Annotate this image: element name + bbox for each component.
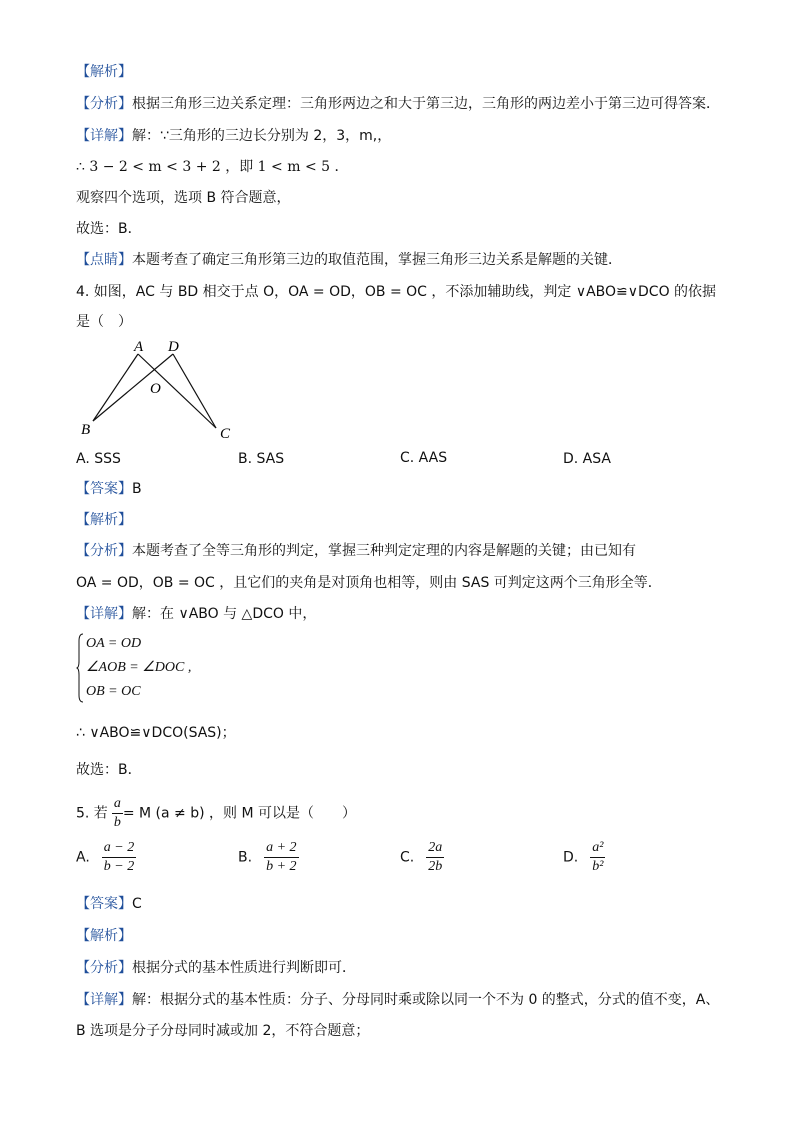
segment-ab (93, 354, 138, 421)
detail-tag: 【详解】 (76, 128, 132, 144)
q3-inequality: ∴ 3 − 2 < m < 3 + 2 ，即 1 < m < 5 ． (76, 159, 349, 175)
analysis-heading: 【解析】 (76, 64, 132, 80)
q3-fenxi (76, 94, 720, 114)
q4-stem-line2: 是（ ） (76, 314, 132, 330)
segment-dc (173, 354, 216, 428)
q5-detail-line1: 解：根据分式的基本性质：分子、分母同时乘或除以同一个不为 0 的整式，分式的值不变，A、 (132, 992, 720, 1008)
label-a: A (134, 339, 144, 355)
q4-option-d: D. ASA (563, 451, 611, 467)
detail-tag: 【详解】 (76, 606, 132, 622)
q5-stem-prefix: 5. 若 (76, 805, 108, 822)
q4-option-a: A. SSS (76, 451, 121, 467)
q4-detail (76, 604, 316, 624)
q5-option-b: B. $\frac{a + 2}{b + 2}$ (238, 840, 297, 874)
fenxi-tag: 【分析】 (76, 960, 132, 976)
q3-observe: 观察四个选项，选项 B 符合题意， (76, 190, 291, 206)
q5-fenxi (76, 958, 356, 978)
q4-answer (76, 479, 142, 499)
label-d: D (168, 339, 179, 355)
q3-comment-text: 本题考查了确定三角形第三边的取值范围，掌握三角形三边关系是解题的关键． (132, 252, 622, 268)
system-row-1: OA = OD (86, 636, 142, 651)
q3-choose: 故选：B． (76, 221, 142, 237)
q4-fenxi (76, 541, 636, 561)
q5-answer (76, 894, 142, 914)
segment-db (93, 354, 173, 421)
q4-detail-text: 解：在 ∨ABO 与 △DCO 中， (132, 606, 317, 622)
q5-option-d: D. $\frac{\text{a²}}{\text{b²}}$ (563, 840, 604, 874)
q5-option-a: A. $\frac{a - 2}{b - 2}$ (76, 840, 135, 874)
q5-fenxi-text: 根据分式的基本性质进行判断即可． (132, 960, 356, 976)
q5-analysis-heading: 【解析】 (76, 928, 132, 944)
q3-fenxi-text: 根据三角形三边关系定理：三角形两边之和大于第三边，三角形的两边差小于第三边可得答案． (132, 96, 720, 112)
detail-tag: 【详解】 (76, 992, 132, 1008)
q4-fenxi-line2: OA = OD，OB = OC ，且它们的夹角是对顶角也相等，则由 SAS 可判定这两个三角形全等． (76, 575, 662, 591)
q4-fenxi-line1: 本题考查了全等三角形的判定，掌握三种判定定理的内容是解题的关键；由已知有 (132, 543, 636, 559)
q3-detail (76, 126, 391, 146)
q5-option-c: C. $\frac{2a}{2b}$ (400, 840, 443, 874)
answer-tag: 【答案】 (76, 481, 132, 497)
q4-choose: 故选：B． (76, 762, 142, 778)
q5-stem-suffix: = M (a ≠ b) ，则 M 可以是（ ） (122, 805, 356, 822)
label-o: O (150, 381, 161, 397)
left-brace-icon (76, 633, 84, 703)
q4-answer-value: B (132, 481, 142, 497)
q5-detail (76, 990, 719, 1010)
q3-comment (76, 250, 622, 270)
q4-analysis-heading: 【解析】 (76, 512, 132, 528)
label-c: C (220, 426, 231, 442)
q5-stem (76, 796, 356, 831)
q4-conclusion: ∴ ∨ABO≌∨DCO(SAS)； (76, 725, 236, 741)
q4-option-b: B. SAS (238, 451, 285, 467)
q4-stem-line1: 4. 如图，AC 与 BD 相交于点 O，OA = OD，OB = OC ，不添加辅助线，判定 ∨ABO≌∨DCO 的依据 (76, 284, 717, 300)
fenxi-tag: 【分析】 (76, 543, 132, 559)
label-b: B (81, 422, 91, 438)
system-row-2: ∠AOB = ∠DOC , (86, 660, 192, 675)
fenxi-tag: 【分析】 (76, 96, 132, 112)
system-row-3: OB = OC (86, 684, 141, 699)
q5-stem-fraction: $\frac{a}{b}$ (113, 796, 121, 830)
q3-detail-text: 解：∵三角形的三边长分别为 2，3，m,， (132, 128, 392, 144)
answer-tag: 【答案】 (76, 896, 132, 912)
q4-figure (76, 336, 246, 446)
q5-answer-value: C (132, 896, 142, 912)
q5-detail-line2: B 选项是分子分母同时减或加 2，不符合题意； (76, 1023, 370, 1039)
comment-tag: 【点睛】 (76, 252, 132, 268)
q4-option-c: C. AAS (400, 450, 448, 466)
